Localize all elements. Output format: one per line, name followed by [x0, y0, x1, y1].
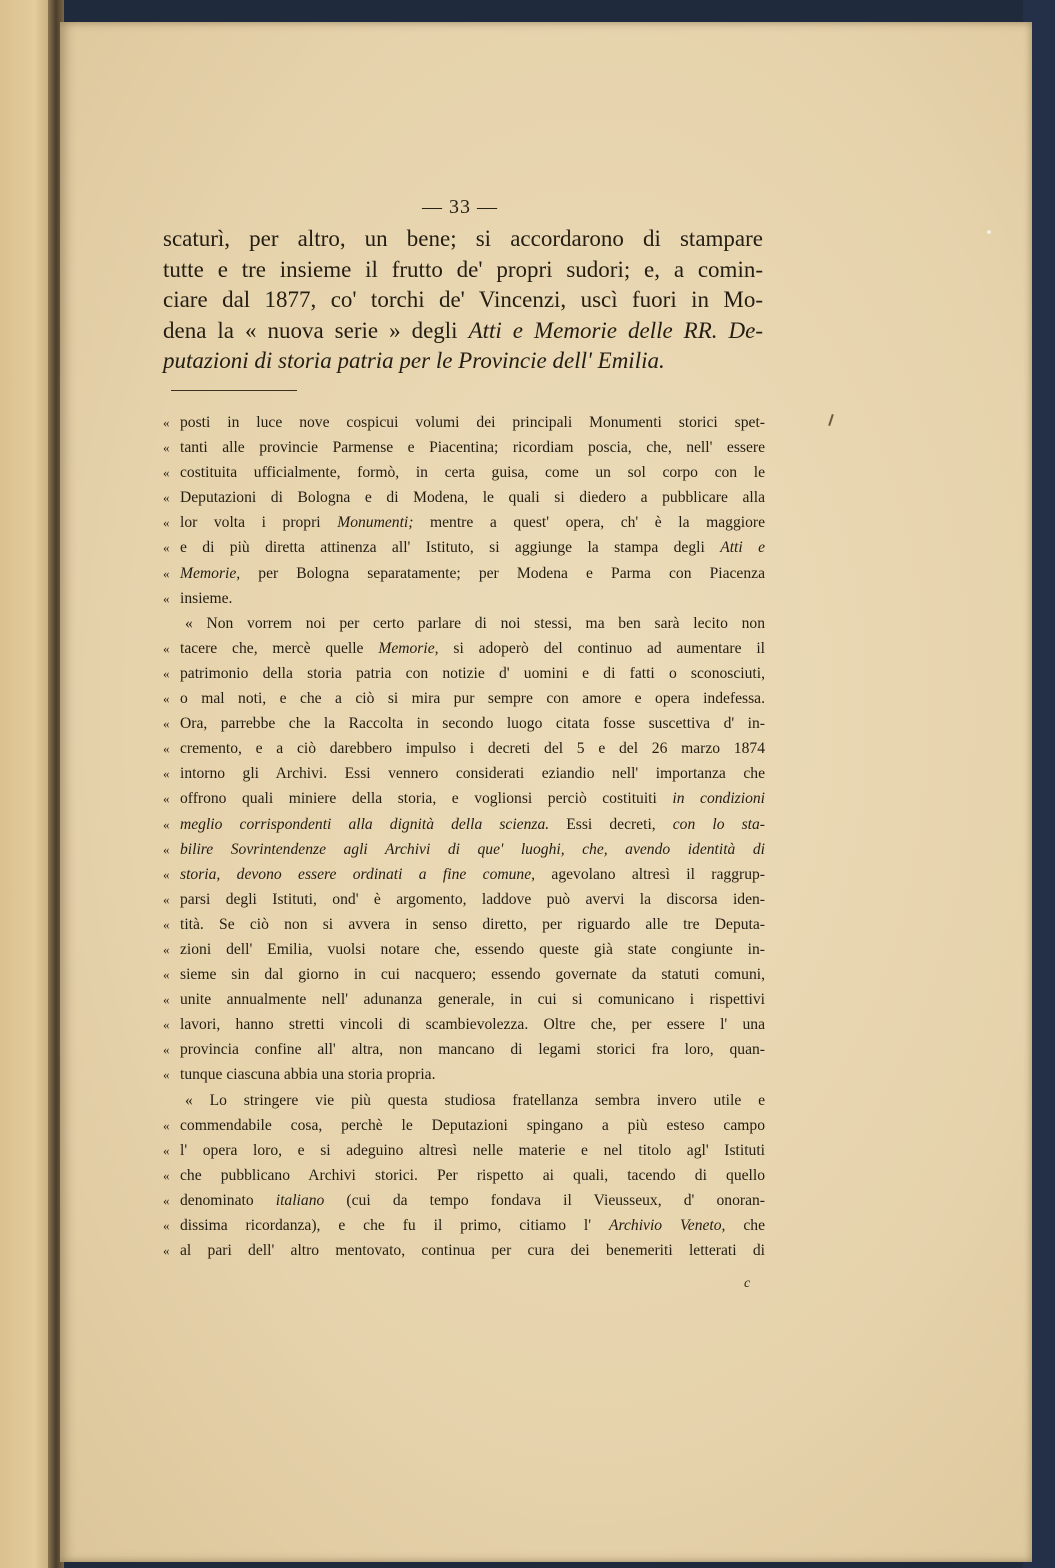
text-run: denominato [180, 1191, 276, 1209]
quote-mark: « [163, 540, 170, 556]
page-blemish-dot [987, 230, 991, 234]
text-run: commendabile cosa, perchè le Deputazioni spingano a più esteso campo [180, 1116, 765, 1134]
text-run: Ora, parrebbe che la Raccolta in secondo luogo citata fosse suscettiva d' in- [180, 715, 765, 733]
text-line [163, 711, 765, 736]
text-line [163, 285, 763, 316]
text-line [163, 1062, 765, 1087]
quote-mark: « [163, 1142, 170, 1158]
italic-text: con lo sta- [672, 815, 765, 833]
text-run: provincia confine all' altra, non mancano di legami storici fra loro, quan- [180, 1041, 765, 1059]
text-line [163, 485, 765, 510]
text-run: che [725, 1217, 766, 1234]
text-line [163, 937, 765, 962]
text-run: per Bologna separatamente; per Modena e Parma con Piacenza [240, 564, 765, 582]
text-run: tanti alle provincie Parmense e Piacentina; ricordiam poscia, che, nell' essere [180, 439, 765, 457]
quote-mark: « [163, 590, 170, 606]
quote-mark: « [163, 816, 170, 832]
text-run: si adoperò del continuo ad aumentare il [438, 639, 766, 657]
text-line [163, 912, 765, 937]
text-run: tacere che, mercè quelle [180, 639, 379, 657]
text-run: parsi degli Istituti, ond' è argomento, laddove può avervi la discorsa iden- [180, 890, 765, 908]
text-run: tità. Se ciò non si avvera in senso diretto, per riguardo alle tre Deputa- [180, 915, 765, 933]
text-run: o mal noti, e che a ciò si mira pur sempre con amore e opera indefessa. [180, 690, 765, 708]
text-run: insieme. [180, 589, 233, 607]
quote-mark: « [163, 741, 170, 757]
text-run: tunque ciascuna abbia una storia propria. [180, 1066, 436, 1084]
quote-mark: « [163, 415, 170, 430]
text-run: sieme sin dal giorno in cui nacquero; essendo governate da statuti comuni, [180, 966, 765, 984]
text-line [163, 887, 765, 912]
quote-mark: « [163, 665, 170, 681]
italic-text: storia, devono essere ordinati a fine comune, [180, 865, 536, 883]
text-run: agevolano altresì il raggrup- [535, 865, 765, 883]
quote-mark: « [163, 691, 170, 707]
text-run: mentre a quest' opera, ch' è la maggiore [413, 514, 765, 532]
text-line [163, 1213, 765, 1238]
text-run: e di più diretta attinenza all' Istituto, si aggiunge la stampa degli [180, 539, 721, 557]
text-line [163, 1138, 765, 1163]
text-run: costituita ufficialmente, formò, in certa guisa, come un sol corpo con le [180, 464, 765, 482]
text-line [163, 962, 765, 987]
italic-text: Memorie, [378, 639, 439, 657]
quote-mark: « [163, 1017, 170, 1033]
text-line [163, 1188, 765, 1213]
text-run: zioni dell' Emilia, vuolsi notare che, essendo queste già state congiunte in- [180, 940, 765, 958]
italic-text: Monumenti; [337, 514, 414, 532]
text-line [163, 255, 763, 286]
italic-text: Memorie, [180, 564, 241, 582]
italic-text: italiano [275, 1191, 325, 1209]
text-line [163, 862, 765, 887]
italic-text: putazioni di storia patria per le Provincie dell' Emilia. [163, 348, 665, 373]
quote-mark: « [163, 916, 170, 932]
italic-text: in condizioni [672, 790, 765, 808]
text-run: scaturì, per altro, un bene; si accordarono di stampare [163, 226, 763, 251]
quote-mark: « [163, 941, 170, 957]
text-run: ciare dal 1877, co' torchi de' Vincenzi, uscì fuori in Mo- [163, 287, 763, 312]
text-line [163, 561, 765, 586]
quote-mark: « [163, 465, 170, 481]
text-line [163, 812, 765, 837]
text-line [163, 1238, 765, 1263]
quote-mark: « [163, 1192, 170, 1208]
quote-mark: « [163, 791, 170, 807]
text-line [163, 1012, 765, 1037]
quote-mark: « [163, 640, 170, 656]
italic-text: bilire Sovrintendenze agli Archivi di que' luoghi, che, avendo identità di [180, 840, 765, 858]
text-run: cremento, e a ciò darebbero impulso i decreti del 5 e del 26 marzo 1874 [180, 740, 765, 758]
quote-mark: « [163, 515, 170, 531]
page-number: — 33 — [422, 196, 498, 218]
text-line [163, 636, 765, 661]
text-run: lor volta i propri [180, 514, 338, 532]
quote-mark: « [163, 716, 170, 732]
body-paragraph [163, 224, 763, 377]
text-run: « Non vorrem noi per certo parlare di noi stessi, ma ben sarà lecito non [185, 614, 765, 632]
text-line [163, 316, 763, 347]
italic-text: meglio corrispondenti alla dignità della scienza. [180, 815, 550, 833]
quote-mark: « [163, 891, 170, 907]
text-line [163, 1113, 765, 1138]
text-line [163, 346, 763, 377]
text-run: (cui da tempo fondava il Vieusseux, d' onoran- [324, 1191, 765, 1209]
text-line [163, 435, 765, 460]
quote-mark: « [163, 967, 170, 983]
italic-text: Atti e [720, 539, 766, 557]
text-line [163, 786, 765, 811]
text-run: offrono quali miniere della storia, e voglionsi perciò costituiti [180, 790, 673, 808]
text-run: Essi decreti, [549, 815, 673, 833]
text-run: Deputazioni di Bologna e di Modena, le quali si diedero a pubblicare alla [180, 489, 765, 507]
quote-mark: « [163, 866, 170, 882]
italic-text: Atti e Memorie delle RR. De- [468, 317, 763, 343]
text-line [163, 837, 765, 862]
quote-mark: « [163, 1243, 170, 1259]
text-run: patrimonio della storia patria con notizie d' uomini e di fatti o sconosciuti, [180, 664, 765, 682]
quote-mark: « [163, 1067, 170, 1083]
text-line [163, 611, 765, 636]
quote-mark: « [163, 766, 170, 782]
text-line [163, 661, 765, 686]
quote-mark: « [163, 490, 170, 506]
text-line [163, 460, 765, 485]
quote-mark: « [163, 1117, 170, 1133]
quote-mark: « [163, 992, 170, 1008]
text-line [163, 1088, 765, 1113]
text-run: intorno gli Archivi. Essi vennero considerati eziandio nell' importanza che [180, 765, 765, 783]
italic-text: Archivio Veneto, [608, 1217, 726, 1234]
text-run: « Lo stringere vie più questa studiosa fratellanza sembra invero utile e [185, 1091, 765, 1109]
text-run: che pubblicano Archivi storici. Per rispetto ai quali, tacendo di quello [180, 1166, 765, 1184]
text-run: lavori, hanno stretti vincoli di scambievolezza. Oltre che, per essere l' una [180, 1016, 765, 1034]
text-line [163, 224, 763, 255]
quote-mark: « [163, 1218, 170, 1233]
text-line [163, 686, 765, 711]
quote-mark: « [163, 841, 170, 857]
text-line [163, 1037, 765, 1062]
text-line [163, 510, 765, 535]
text-run: tutte e tre insieme il frutto de' propri sudori; e, a comin- [163, 256, 763, 282]
quote-mark: « [163, 440, 170, 456]
text-run: unite annualmente nell' adunanza generale, in cui si comunicano i rispettivi [180, 991, 765, 1009]
footnote-rule [171, 390, 297, 391]
quoted-passage [163, 410, 765, 1263]
text-run: l' opera loro, e si adeguino altresì nelle materie e nel titolo agl' Istituti [180, 1141, 765, 1159]
text-line [163, 761, 765, 786]
quote-mark: « [163, 565, 170, 581]
text-run: posti in luce nove cospicui volumi dei principali Monumenti storici spet- [180, 414, 765, 431]
text-line [163, 736, 765, 761]
signature-mark: c [744, 1276, 751, 1291]
text-line [163, 535, 765, 560]
quote-mark: « [163, 1167, 170, 1183]
text-run: al pari dell' altro mentovato, continua per cura dei benemeriti letterati di [180, 1242, 765, 1260]
quote-mark: « [163, 1042, 170, 1058]
text-line [163, 586, 765, 611]
text-run: dena la « nuova serie » degli [163, 317, 469, 343]
text-line [163, 987, 765, 1012]
text-line [163, 1163, 765, 1188]
text-line [163, 410, 765, 435]
text-run: dissima ricordanza), e che fu il primo, citiamo l' [180, 1217, 609, 1234]
